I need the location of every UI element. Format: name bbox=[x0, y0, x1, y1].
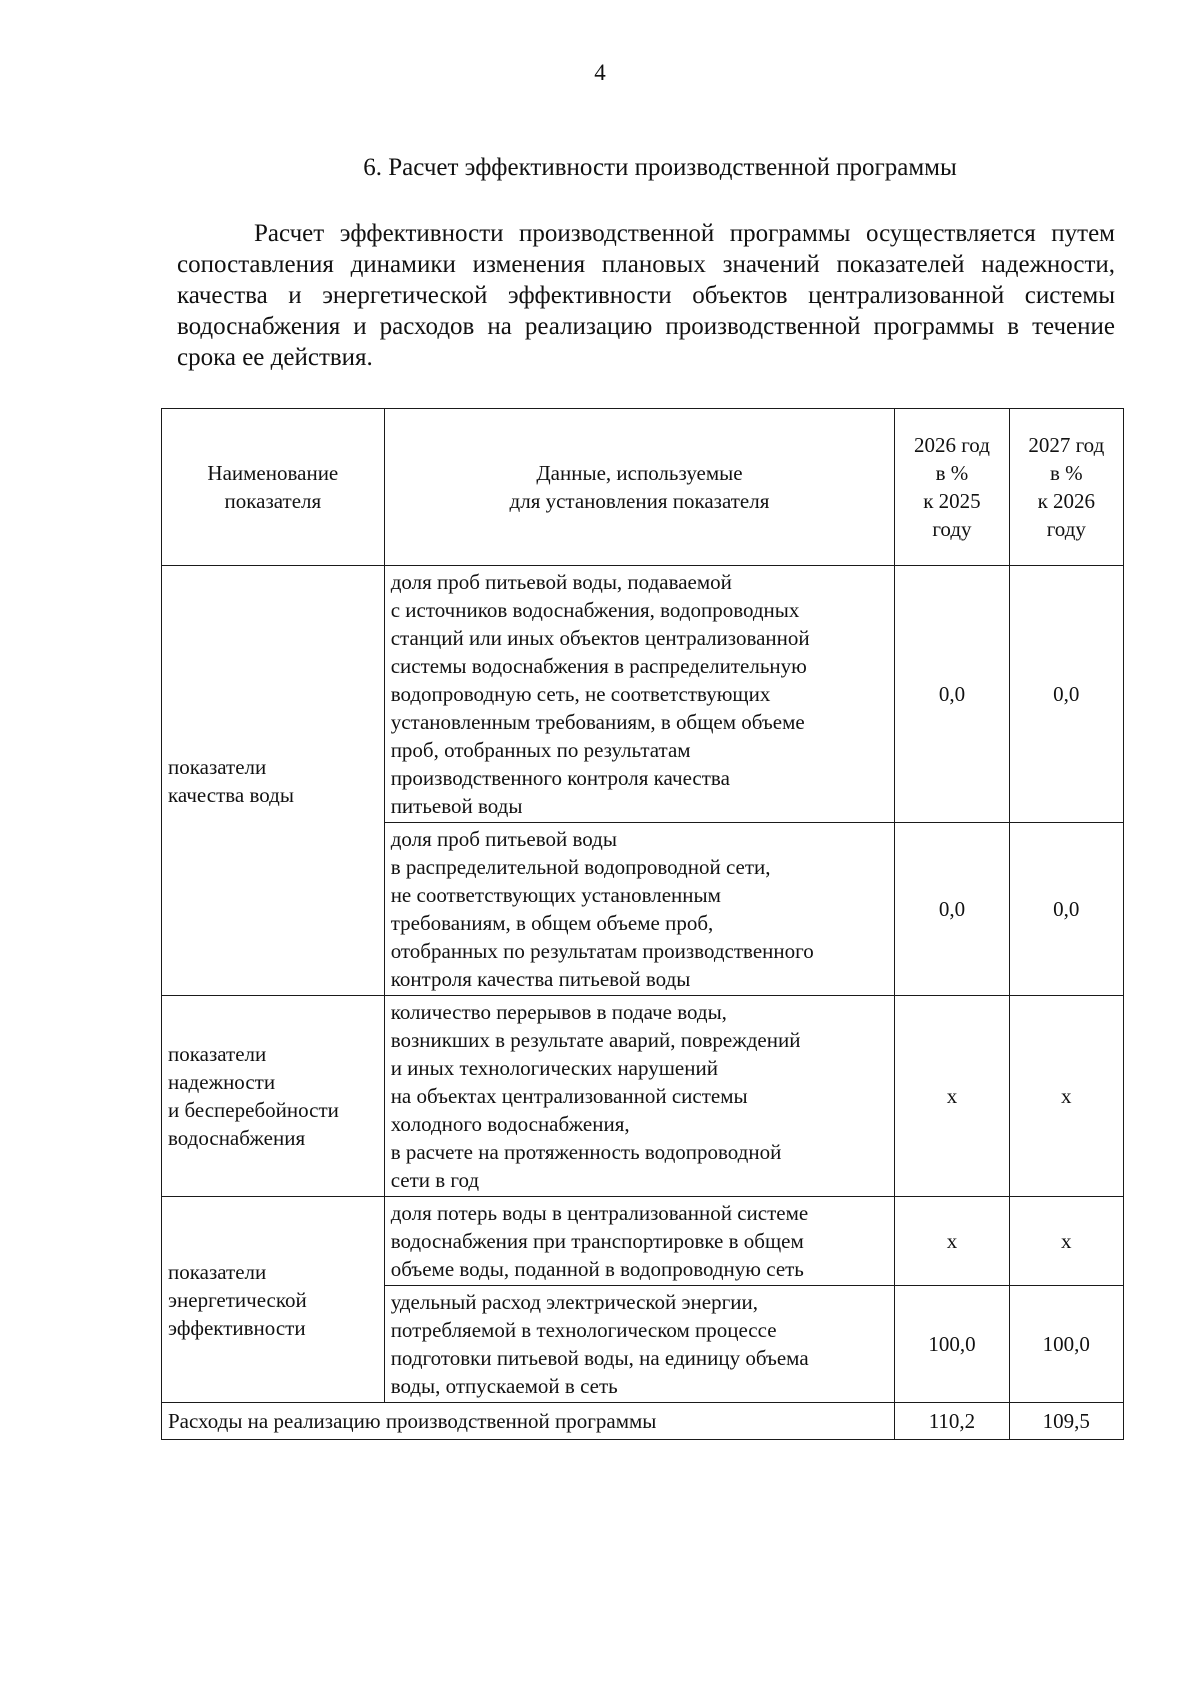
indicator-data-cell bbox=[384, 1197, 895, 1286]
data-line: требованиям, в общем объеме проб, bbox=[390, 911, 714, 935]
data-line: проб, отобранных по результатам bbox=[390, 738, 691, 762]
data-line: потребляемой в технологическом процессе bbox=[390, 1318, 777, 1342]
value-2026: x bbox=[895, 1197, 1009, 1286]
data-line: отобранных по результатам производственного bbox=[390, 939, 814, 963]
data-line: доля проб питьевой воды, подаваемой bbox=[390, 570, 732, 594]
header-line: Данные, используемые bbox=[536, 461, 743, 485]
table-row bbox=[162, 566, 1124, 823]
data-line: производственного контроля качества bbox=[390, 766, 730, 790]
header-year-2027 bbox=[1009, 409, 1123, 566]
table-total-row bbox=[162, 1403, 1124, 1440]
indicator-data-cell bbox=[384, 823, 895, 996]
data-line: установленным требованиям, в общем объеме bbox=[390, 710, 805, 734]
data-line: количество перерывов в подаче воды, bbox=[390, 1000, 727, 1024]
indicator-name-line: эффективности bbox=[168, 1315, 306, 1340]
header-line: году bbox=[932, 517, 972, 541]
data-line: системы водоснабжения в распределительную bbox=[390, 654, 807, 678]
value-2027: 0,0 bbox=[1009, 566, 1123, 823]
value-2026: 0,0 bbox=[895, 566, 1009, 823]
value-2027: 0,0 bbox=[1009, 823, 1123, 996]
indicator-data-cell bbox=[384, 1286, 895, 1403]
indicator-data-cell bbox=[384, 566, 895, 823]
data-line: на объектах централизованной системы bbox=[390, 1084, 748, 1108]
indicator-group-reliability bbox=[162, 996, 385, 1197]
header-year-2026 bbox=[895, 409, 1009, 566]
header-line: в % bbox=[1049, 461, 1083, 485]
data-line: доля потерь воды в централизованной системе bbox=[390, 1201, 809, 1225]
data-line: удельный расход электрической энергии, bbox=[390, 1290, 758, 1314]
data-line: станций или иных объектов централизованной bbox=[390, 626, 810, 650]
total-value-2026: 110,2 bbox=[895, 1403, 1009, 1440]
intro-paragraph: Расчет эффективности производственной программы осуществляется путем сопоставления динамики изменения плановых значений показателей надежности, качества и энергетической эффективности объектов централизованной системы водоснабжения и расходов на реализацию производственной программы в течение срока ее действия. bbox=[177, 220, 1115, 371]
efficiency-table bbox=[161, 408, 1124, 1440]
indicator-name-line: качества воды bbox=[168, 782, 294, 807]
total-value-2027: 109,5 bbox=[1009, 1403, 1123, 1440]
value-2026: 0,0 bbox=[895, 823, 1009, 996]
data-line: в распределительной водопроводной сети, bbox=[390, 855, 771, 879]
value-2027: x bbox=[1009, 996, 1123, 1197]
data-line: в расчете на протяженность водопроводной bbox=[390, 1140, 782, 1164]
header-line: Наименование bbox=[207, 461, 339, 485]
page-number: 4 bbox=[594, 60, 606, 85]
data-line: подготовки питьевой воды, на единицу объема bbox=[390, 1346, 809, 1370]
data-line: и иных технологических нарушений bbox=[390, 1056, 718, 1080]
header-line: показателя bbox=[224, 489, 322, 513]
data-line: холодного водоснабжения, bbox=[390, 1112, 630, 1136]
header-line: 2026 год bbox=[913, 433, 990, 457]
indicator-group-water-quality bbox=[162, 566, 385, 996]
header-line: в % bbox=[935, 461, 969, 485]
data-line: контроля качества питьевой воды bbox=[390, 967, 691, 991]
data-line: не соответствующих установленным bbox=[390, 883, 721, 907]
data-line: сети в год bbox=[390, 1168, 480, 1192]
value-2026: x bbox=[895, 996, 1009, 1197]
data-line: водоснабжения при транспортировке в общем bbox=[390, 1229, 804, 1253]
indicator-name-line: и бесперебойности bbox=[168, 1098, 339, 1122]
data-line: доля проб питьевой воды bbox=[390, 827, 617, 851]
indicator-data-cell bbox=[384, 996, 895, 1197]
data-line: объеме воды, поданной в водопроводную сеть bbox=[390, 1257, 804, 1281]
header-data-used bbox=[384, 409, 895, 566]
data-line: возникших в результате аварий, повреждений bbox=[390, 1028, 801, 1052]
table-header-row bbox=[162, 409, 1124, 566]
header-line: для установления показателя bbox=[509, 489, 770, 513]
section-title: 6. Расчет эффективности производственной программы bbox=[363, 154, 957, 181]
data-line: с источников водоснабжения, водопроводных bbox=[390, 598, 800, 622]
value-2026: 100,0 bbox=[895, 1286, 1009, 1403]
data-line: воды, отпускаемой в сеть bbox=[390, 1374, 618, 1398]
table-row bbox=[162, 996, 1124, 1197]
header-line: 2027 год bbox=[1028, 433, 1105, 457]
data-line: питьевой воды bbox=[390, 794, 523, 818]
indicator-group-energy-efficiency bbox=[162, 1197, 385, 1403]
header-line: к 2026 bbox=[1037, 489, 1096, 513]
header-indicator-name bbox=[162, 409, 385, 566]
indicator-name-line: показатели bbox=[168, 1042, 267, 1066]
value-2027: 100,0 bbox=[1009, 1286, 1123, 1403]
header-line: году bbox=[1046, 517, 1086, 541]
indicator-name-line: показатели bbox=[168, 754, 267, 779]
total-label: Расходы на реализацию производственной программы bbox=[162, 1403, 895, 1440]
indicator-name-line: надежности bbox=[168, 1070, 276, 1094]
indicator-name-line: водоснабжения bbox=[168, 1126, 306, 1150]
value-2027: x bbox=[1009, 1197, 1123, 1286]
indicator-name-line: энергетической bbox=[168, 1287, 307, 1312]
header-line: к 2025 bbox=[923, 489, 981, 513]
data-line: водопроводную сеть, не соответствующих bbox=[390, 682, 771, 706]
table-row bbox=[162, 1197, 1124, 1286]
indicator-name-line: показатели bbox=[168, 1259, 267, 1284]
